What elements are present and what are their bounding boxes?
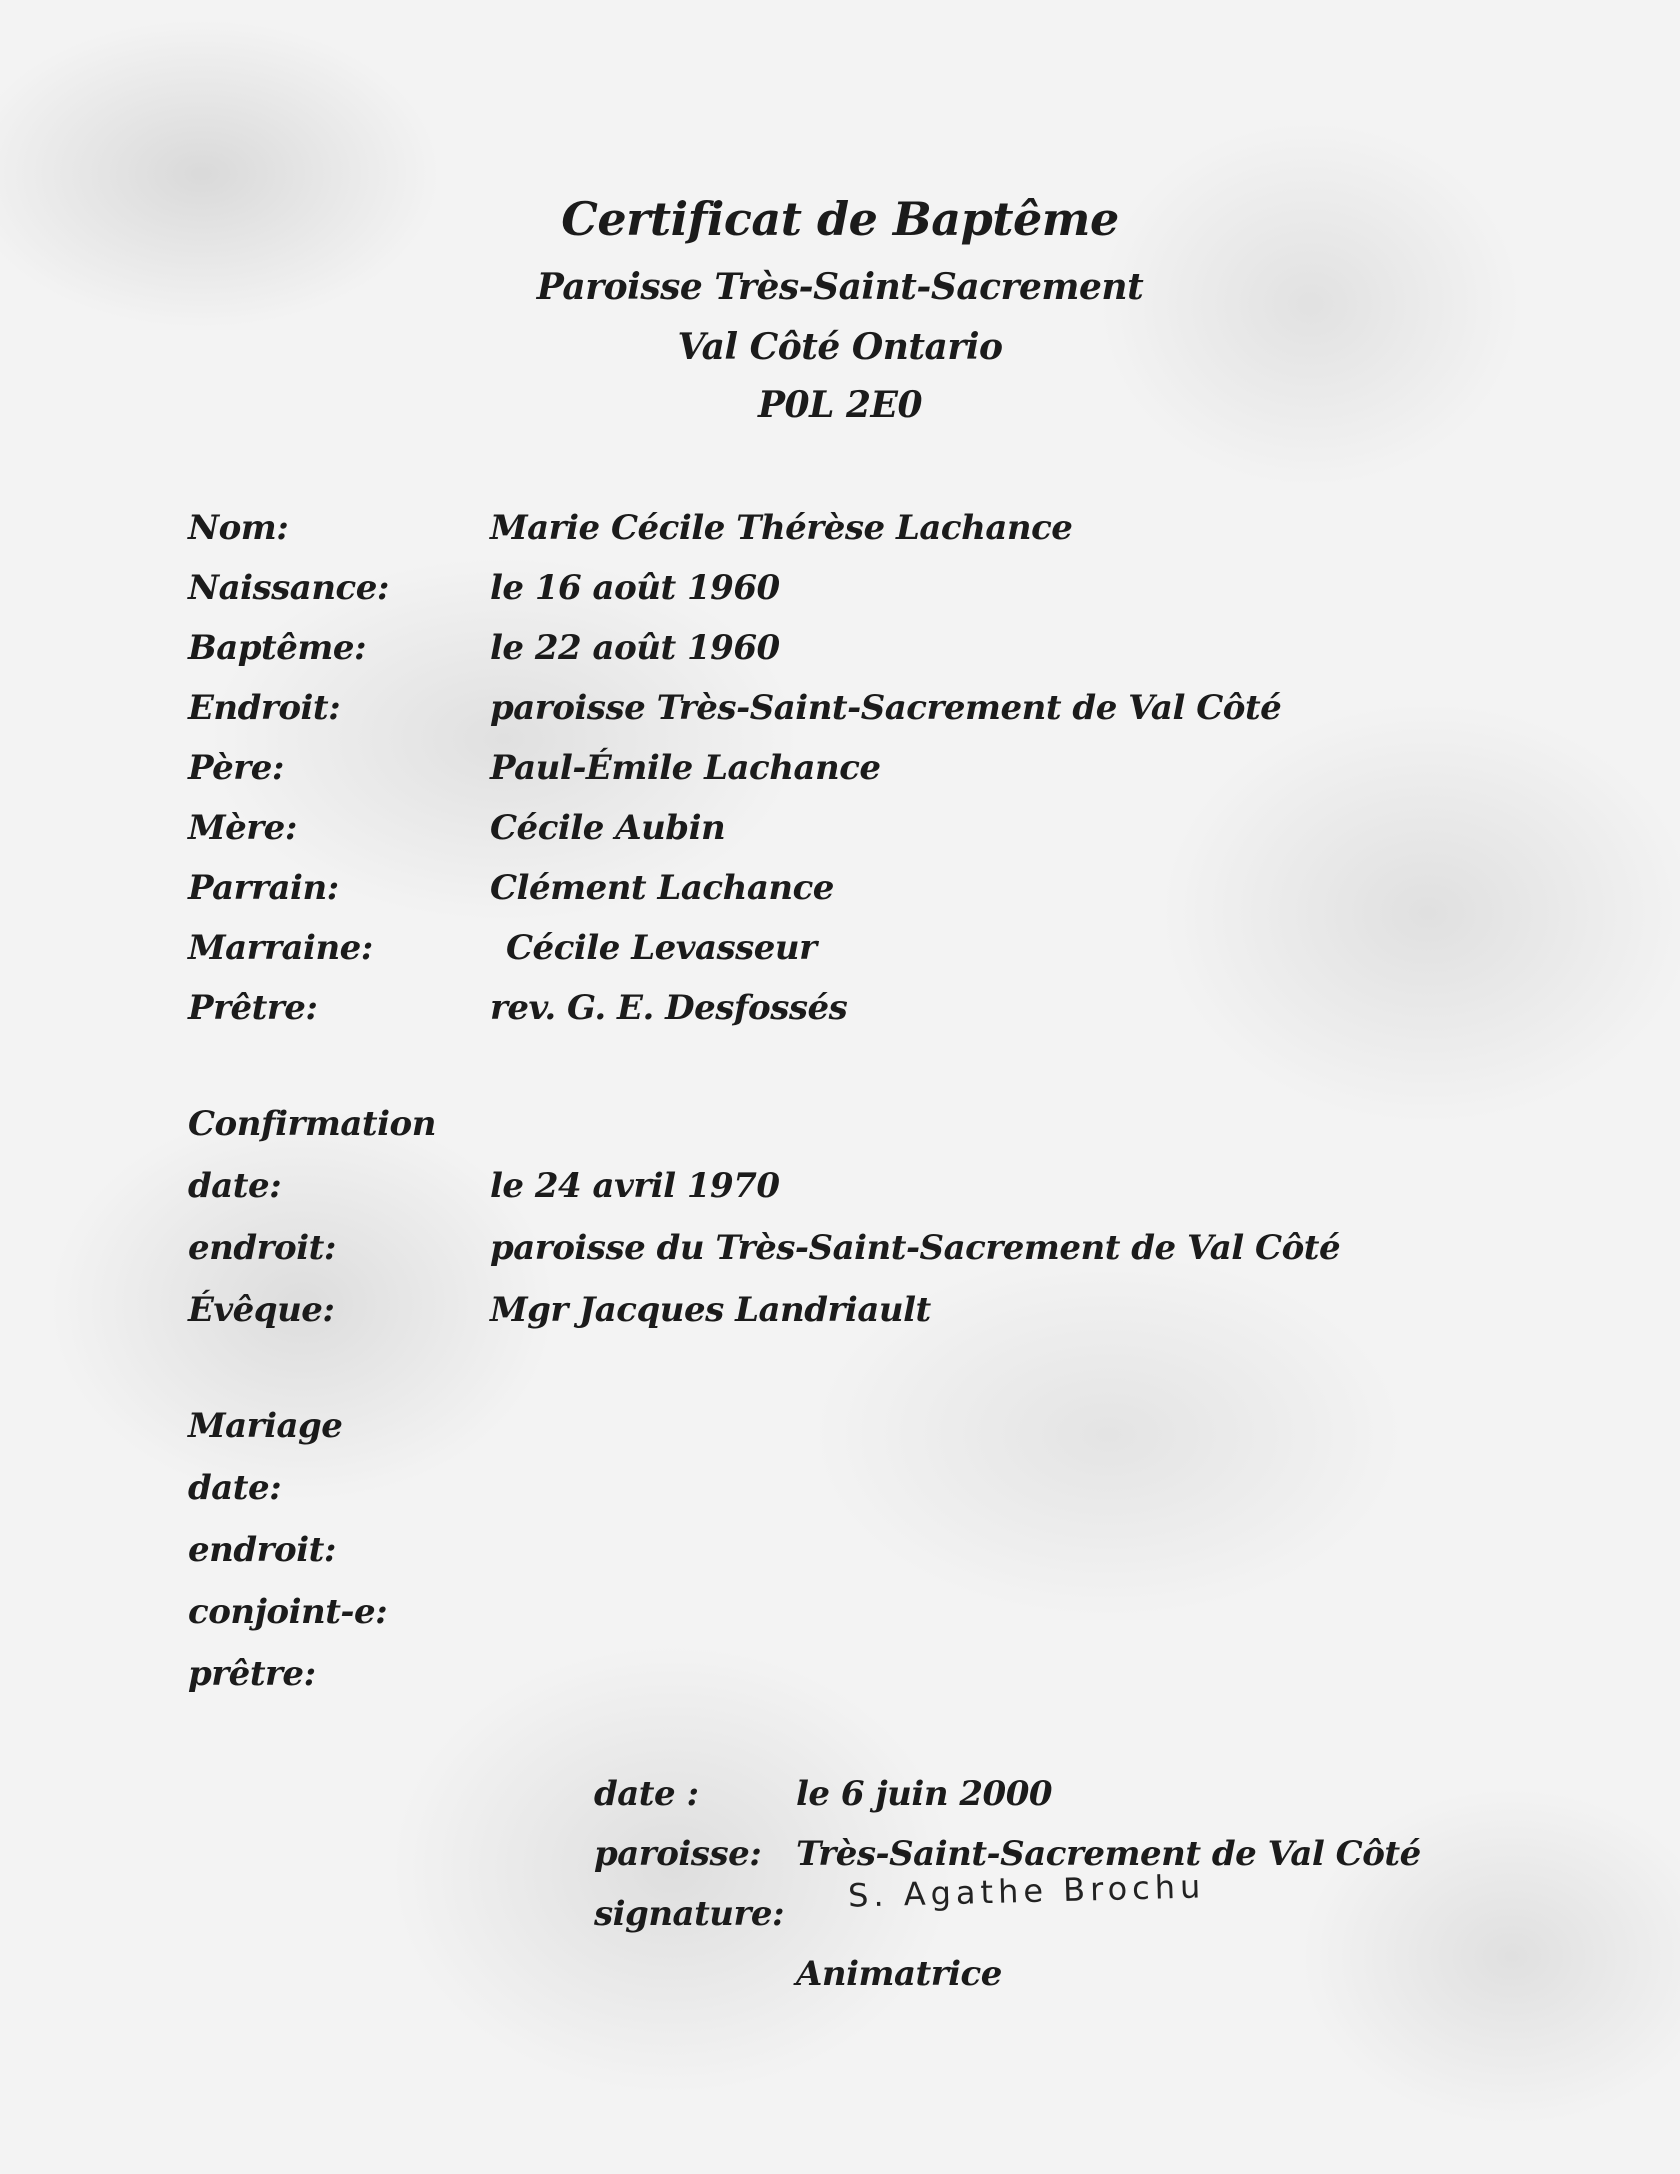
handwritten-signature: S. Agathe Brochu <box>847 1867 1206 1915</box>
label-pretre: Prêtre: <box>188 988 318 1028</box>
certificate-title: Certificat de Baptême <box>561 192 1119 246</box>
value-parrain: Clément Lachance <box>490 868 834 908</box>
header-parish: Paroisse Très-Saint-Sacrement <box>536 266 1144 308</box>
value-marraine: Cécile Levasseur <box>506 928 817 968</box>
footer-parish-label: paroisse: <box>594 1834 762 1874</box>
confirmation-heading: Confirmation <box>188 1104 436 1144</box>
label-naissance: Naissance: <box>188 568 389 608</box>
header-city: Val Côté Ontario <box>677 326 1003 368</box>
label-endroit: Endroit: <box>188 688 341 728</box>
value-mere: Cécile Aubin <box>490 808 726 848</box>
value-pretre: rev. G. E. Desfossés <box>490 988 848 1028</box>
value-confirmation-date: le 24 avril 1970 <box>490 1166 780 1206</box>
value-pere: Paul-Émile Lachance <box>490 748 881 788</box>
label-confirmation-endroit: endroit: <box>188 1228 336 1268</box>
mariage-heading: Mariage <box>188 1406 343 1446</box>
footer-date-label: date : <box>594 1774 699 1814</box>
label-marraine: Marraine: <box>188 928 373 968</box>
label-parrain: Parrain: <box>188 868 339 908</box>
label-mariage-date: date: <box>188 1468 282 1508</box>
label-mere: Mère: <box>188 808 297 848</box>
label-eveque: Évêque: <box>188 1290 335 1330</box>
footer-signature-label: signature: <box>594 1894 785 1934</box>
value-nom: Marie Cécile Thérèse Lachance <box>490 508 1073 548</box>
label-confirmation-date: date: <box>188 1166 282 1206</box>
label-bapteme: Baptême: <box>188 628 367 668</box>
value-naissance: le 16 août 1960 <box>490 568 780 608</box>
label-nom: Nom: <box>188 508 289 548</box>
value-eveque: Mgr Jacques Landriault <box>490 1290 931 1330</box>
header-postal-code: P0L 2E0 <box>757 384 922 426</box>
value-bapteme: le 22 août 1960 <box>490 628 780 668</box>
footer-parish-value: Très-Saint-Sacrement de Val Côté <box>796 1834 1421 1874</box>
footer-date-value: le 6 juin 2000 <box>796 1774 1053 1814</box>
value-endroit: paroisse Très-Saint-Sacrement de Val Côté <box>490 688 1282 728</box>
label-mariage-pretre: prêtre: <box>188 1654 316 1694</box>
label-mariage-endroit: endroit: <box>188 1530 336 1570</box>
label-conjoint: conjoint-e: <box>188 1592 388 1632</box>
value-confirmation-endroit: paroisse du Très-Saint-Sacrement de Val Côté <box>490 1228 1341 1268</box>
label-pere: Père: <box>188 748 284 788</box>
footer-role: Animatrice <box>796 1954 1002 1994</box>
